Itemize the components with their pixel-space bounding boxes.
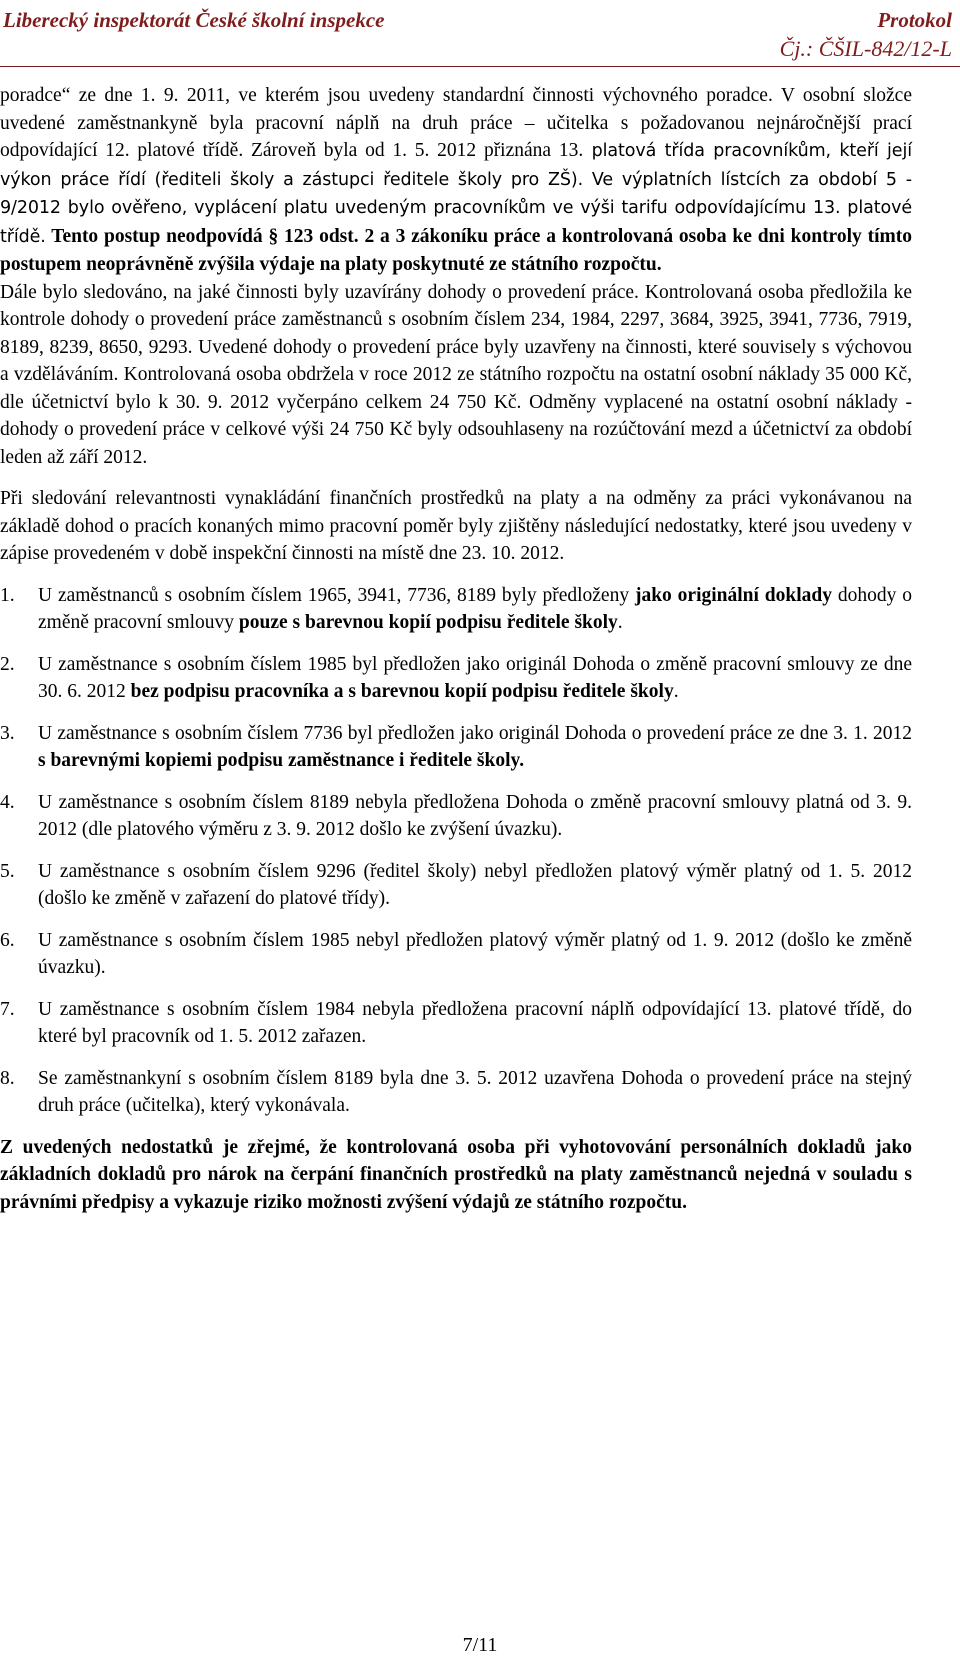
list-item-text: U zaměstnance s osobním číslem 9296 (ředitel školy) nebyl předložen platový výměr platný od 1. 5. 2012 (došlo ke změně v zařazení do platové třídy). xyxy=(38,860,912,909)
document-body xyxy=(0,82,912,1216)
list-item-text: Se zaměstnankyní s osobním číslem 8189 byla dne 3. 5. 2012 uzavřena Dohoda o provedení práce na stejný druh práce (učitelka), který vykonávala. xyxy=(38,1067,912,1116)
list-item xyxy=(0,651,912,706)
list-item-text: dohody o změně pracovní smlouvy xyxy=(38,584,913,633)
list-item xyxy=(0,789,912,844)
list-item-text: U zaměstnance s osobním číslem 1985 nebyl předložen platový výměr platný od 1. 9. 2012 (došlo ke změně úvazku). xyxy=(38,929,912,978)
list-item-number: 5. xyxy=(0,860,15,882)
list-item-number: 1. xyxy=(0,584,15,606)
paragraph-salary-class-finding: Tento postup neodpovídá § 123 odst. 2 a 3 zákoníku práce a kontrolovaná osoba ke dni kontroly tímto postupem neoprávněně zvýšila výdaje na platy poskytnuté ze státního rozpočtu. xyxy=(0,225,912,275)
list-item-text: U zaměstnance s osobním číslem 1985 byl předložen jako originál Dohoda o změně pracovní smlouvy ze dne 30. 6. 2012 xyxy=(38,653,912,702)
list-item-emphasis: jako originální doklady xyxy=(634,584,833,606)
list-item xyxy=(0,1065,912,1120)
list-item xyxy=(0,996,912,1051)
list-item xyxy=(0,720,912,775)
list-item xyxy=(0,858,912,913)
header-divider xyxy=(0,66,960,67)
paragraph-salary-class-part2: platová třída pracovníkům, kteří její výkon práce řídí (řediteli školy a zástupci ředitele školy pro ZŠ). Ve výplatních lístcích za období 5 - 9/2012 bylo ověřeno, vyplácení platu uvedeným pracovníkům ve výši tarifu odpovídajícímu 13. platové třídě. xyxy=(0,141,912,247)
paragraph-conclusion xyxy=(0,1134,912,1217)
header-doc-type: Protokol xyxy=(877,8,952,32)
deficiency-list xyxy=(0,582,912,1120)
paragraph-work-agreements: Dále bylo sledováno, na jaké činnosti byly uzavírány dohody o provedení práce. Kontrolovaná osoba předložila ke kontrole dohody o provedení práce zaměstnanců s osobním číslem 234, 1984, 2297, 3684, 3925, 3941, 7736, 7919, 8189, 8239, 8650, 9293. Uvedené dohody o provedení práce byly uzavřeny na činnosti, které souvisely s výchovou a vzděláváním. Kontrolovaná osoba obdržela v roce 2012 ze státního rozpočtu na ostatní osobní náklady 35 000 Kč, dle účetnictví bylo k 30. 9. 2012 vyčerpáno celkem 24 750 Kč. Odměny vyplacené na ostatní osobní náklady - dohody o provedení práce v celkové výši 24 750 Kč byly odsouhlaseny na rozúčtování mezd a účetnictví za období leden až září 2012. xyxy=(0,281,912,468)
list-item-text: . xyxy=(617,612,623,633)
list-item xyxy=(0,927,912,982)
paragraph-deficiencies-intro: Při sledování relevantnosti vynakládání finančních prostředků na platy a na odměny za práci vykonávanou na základě dohod o pracích konaných mimo pracovní poměr byly zjištěny následující nedostatky, které jsou uvedeny v zápise provedeném v době inspekční činnosti na místě dne 23. 10. 2012. xyxy=(0,488,912,564)
list-item-number: 8. xyxy=(0,1067,15,1089)
conclusion-text: Z uvedených nedostatků je zřejmé, že kontrolovaná osoba při vyhotovování personálních dokladů jako základních dokladů pro nárok na čerpání finančních prostředků na platy zaměstnanců nejedná v souladu s právními předpisy a vykazuje riziko možnosti zvýšení výdajů ze státního rozpočtu. xyxy=(0,1136,912,1213)
list-item-text: U zaměstnance s osobním číslem 8189 nebyla předložena Dohoda o změně pracovní smlouvy platná od 3. 9. 2012 (dle platového výměru z 3. 9. 2012 došlo ke zvýšení úvazku). xyxy=(38,791,912,840)
list-item-number: 7. xyxy=(0,998,15,1020)
list-item-text: . xyxy=(673,681,679,702)
header-organization: Liberecký inspektorát České školní inspekce xyxy=(3,8,385,32)
list-item-number: 4. xyxy=(0,791,15,813)
list-item-number: 6. xyxy=(0,929,15,951)
header-reference-number: Čj.: ČŠIL-842/12-L xyxy=(779,36,952,61)
list-item-text: U zaměstnance s osobním číslem 1984 nebyla předložena pracovní náplň odpovídající 13. platové třídě, do které byl pracovník od 1. 5. 2012 zařazen. xyxy=(38,998,912,1047)
list-item-emphasis: pouze s barevnou kopií podpisu ředitele školy xyxy=(238,612,618,633)
paragraph-salary-class-part1: poradce“ ze dne 1. 9. 2011, ve kterém jsou uvedeny standardní činnosti výchovného poradce. V osobní složce uvedené zaměstnankyně byla pracovní náplň na druh práce – učitelka s požadovanou nejnáročnější prací odpovídající 12. platové třídě. Zároveň byla od 1. 5. 2012 přiznána 13. xyxy=(0,85,912,161)
list-item-text: U zaměstnanců s osobním číslem 1965, 3941, 7736, 8189 byly předloženy xyxy=(38,584,635,606)
list-item-number: 2. xyxy=(0,653,15,675)
page-number: 7/11 xyxy=(462,1634,498,1656)
list-item-text: U zaměstnance s osobním číslem 7736 byl předložen jako originál Dohoda o provedení práce ze dne 3. 1. 2012 xyxy=(38,722,912,744)
paragraph-salary-class xyxy=(0,82,912,279)
list-item-number: 3. xyxy=(0,722,15,744)
page-header xyxy=(0,6,960,66)
list-item xyxy=(0,582,912,637)
list-item-emphasis: bez podpisu pracovníka a s barevnou kopií podpisu ředitele školy xyxy=(130,681,674,702)
list-item-emphasis: s barevnými kopiemi podpisu zaměstnance i ředitele školy. xyxy=(38,750,525,771)
